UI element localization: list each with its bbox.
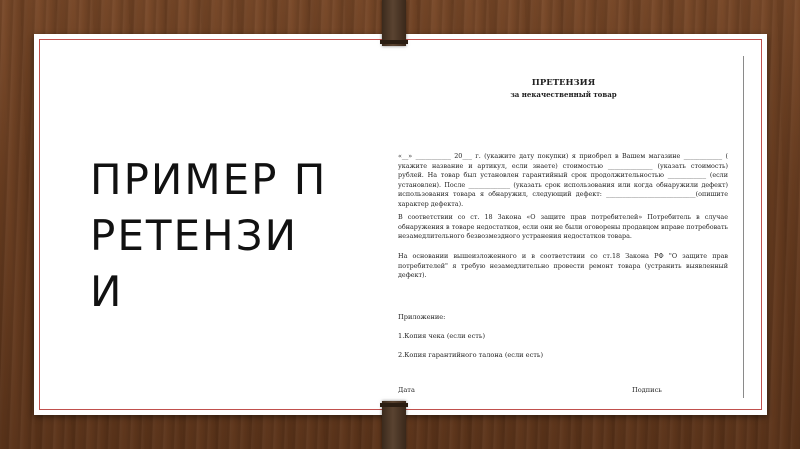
document-paragraph-demand: На основании вышеизложенного и в соответствии со ст.18 Закона РФ "О защите прав потребителей" я требую незамедлительно провести ремонт товара (устранить выявленный дефект). — [398, 252, 728, 280]
document-paragraph-law: В соответствии со ст. 18 Закона «О защите прав потребителей» Потребитель в случае обнаружения в товаре недостатков, если они не были оговорены продавцом вправе потребовать незамедлительного безвозмездного устранения недостатков товара. — [398, 213, 728, 241]
slide — [34, 34, 767, 415]
document-paragraph-purchase: «__» ___________ 20___ г. (укажите дату покупки) я приобрел в Вашем магазине ____________ ( укажите название и артикул, если знаете) стоимостью ______________ (указать стоимость) рублей. На товар был установлен гарантийный срок продолжительностью ____________ (если установлен). После _____________ (указать срок использования или когда обнаружили дефект) использования товара я обнаружил, следующий дефект: ____________________________(опишите характер дефекта). — [398, 152, 728, 208]
appendix-item-receipt: 1.Копия чека (если есть) — [398, 332, 486, 340]
document-subheading: за некачественный товар — [510, 90, 617, 99]
signature-label: Подпись — [632, 386, 662, 394]
binder-clip-bottom — [382, 401, 406, 449]
appendix-title: Приложение: — [398, 313, 446, 321]
clip-band — [380, 403, 408, 407]
document-heading: ПРЕТЕНЗИЯ — [531, 78, 596, 88]
clip-band — [380, 40, 408, 44]
date-label: Дата — [398, 386, 415, 394]
claim-document-image — [384, 56, 744, 398]
appendix-item-warranty: 2.Копия гарантийного талона (если есть) — [398, 351, 544, 359]
slide-title: ПРИМЕР ПРЕТЕНЗИИ — [90, 155, 328, 316]
binder-clip-top — [382, 0, 406, 46]
